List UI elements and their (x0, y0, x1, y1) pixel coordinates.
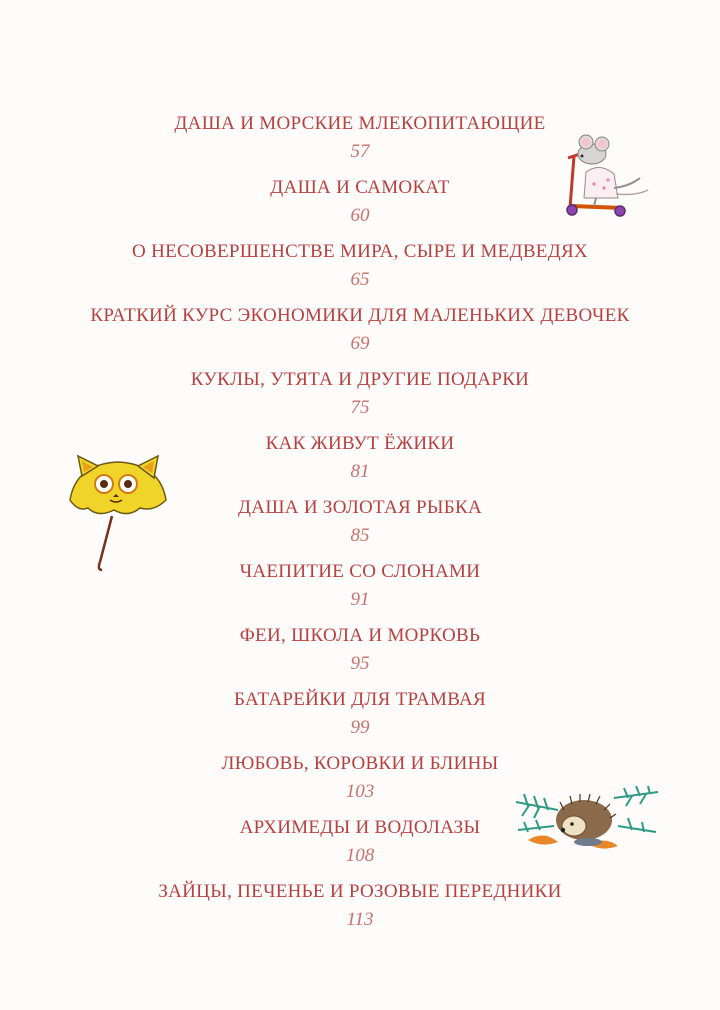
toc-entry-title: АРХИМЕДЫ И ВОДОЛАЗЫ (239, 817, 481, 838)
toc-entry[interactable] (0, 240, 720, 304)
toc-entry-page: 57 (350, 141, 370, 162)
toc-entry-title: ЧАЕПИТИЕ СО СЛОНАМИ (239, 561, 481, 582)
toc-entry-page: 95 (350, 653, 370, 674)
toc-entry-title: ДАША И САМОКАТ (270, 177, 450, 198)
toc-entry[interactable] (0, 368, 720, 432)
toc-entry-title: ФЕИ, ШКОЛА И МОРКОВЬ (239, 625, 481, 646)
toc-entry[interactable] (0, 624, 720, 688)
toc-entry-title: ДАША И МОРСКИЕ МЛЕКОПИТАЮЩИЕ (174, 113, 546, 134)
toc-entry-title: КАК ЖИВУТ ЁЖИКИ (265, 433, 455, 454)
toc-entry-page: 99 (350, 717, 370, 738)
toc-entry-page: 81 (350, 461, 370, 482)
toc-entry[interactable] (0, 880, 720, 944)
toc-entry-page: 85 (350, 525, 370, 546)
toc-entry-page: 60 (350, 205, 370, 226)
toc-entry-page: 65 (350, 269, 370, 290)
toc-entry-page: 103 (345, 781, 375, 802)
toc-entry-page: 69 (350, 333, 370, 354)
toc-entry-page: 108 (345, 845, 375, 866)
toc-entry-page: 113 (346, 909, 374, 930)
hedgehog-icon (514, 786, 660, 852)
toc-entry-title: КУКЛЫ, УТЯТА И ДРУГИЕ ПОДАРКИ (190, 369, 530, 390)
toc-entry-title: ДАША И ЗОЛОТАЯ РЫБКА (238, 497, 482, 518)
toc-entry-page: 91 (350, 589, 370, 610)
toc-entry-title: ЛЮБОВЬ, КОРОВКИ И БЛИНЫ (221, 753, 499, 774)
toc-entry[interactable] (0, 304, 720, 368)
toc-entry-title: ЗАЙЦЫ, ПЕЧЕНЬЕ И РОЗОВЫЕ ПЕРЕДНИКИ (158, 881, 562, 902)
toc-entry-title: О НЕСОВЕРШЕНСТВЕ МИРА, СЫРЕ И МЕДВЕДЯХ (132, 241, 588, 262)
toc-entry[interactable] (0, 688, 720, 752)
toc-entry-page: 75 (350, 397, 370, 418)
cat-umbrella-icon (66, 450, 170, 574)
mouse-on-scooter-icon (556, 128, 652, 220)
toc-entry-title: КРАТКИЙ КУРС ЭКОНОМИКИ ДЛЯ МАЛЕНЬКИХ ДЕВОЧЕК (90, 305, 630, 326)
toc-entry-title: БАТАРЕЙКИ ДЛЯ ТРАМВАЯ (234, 689, 486, 710)
